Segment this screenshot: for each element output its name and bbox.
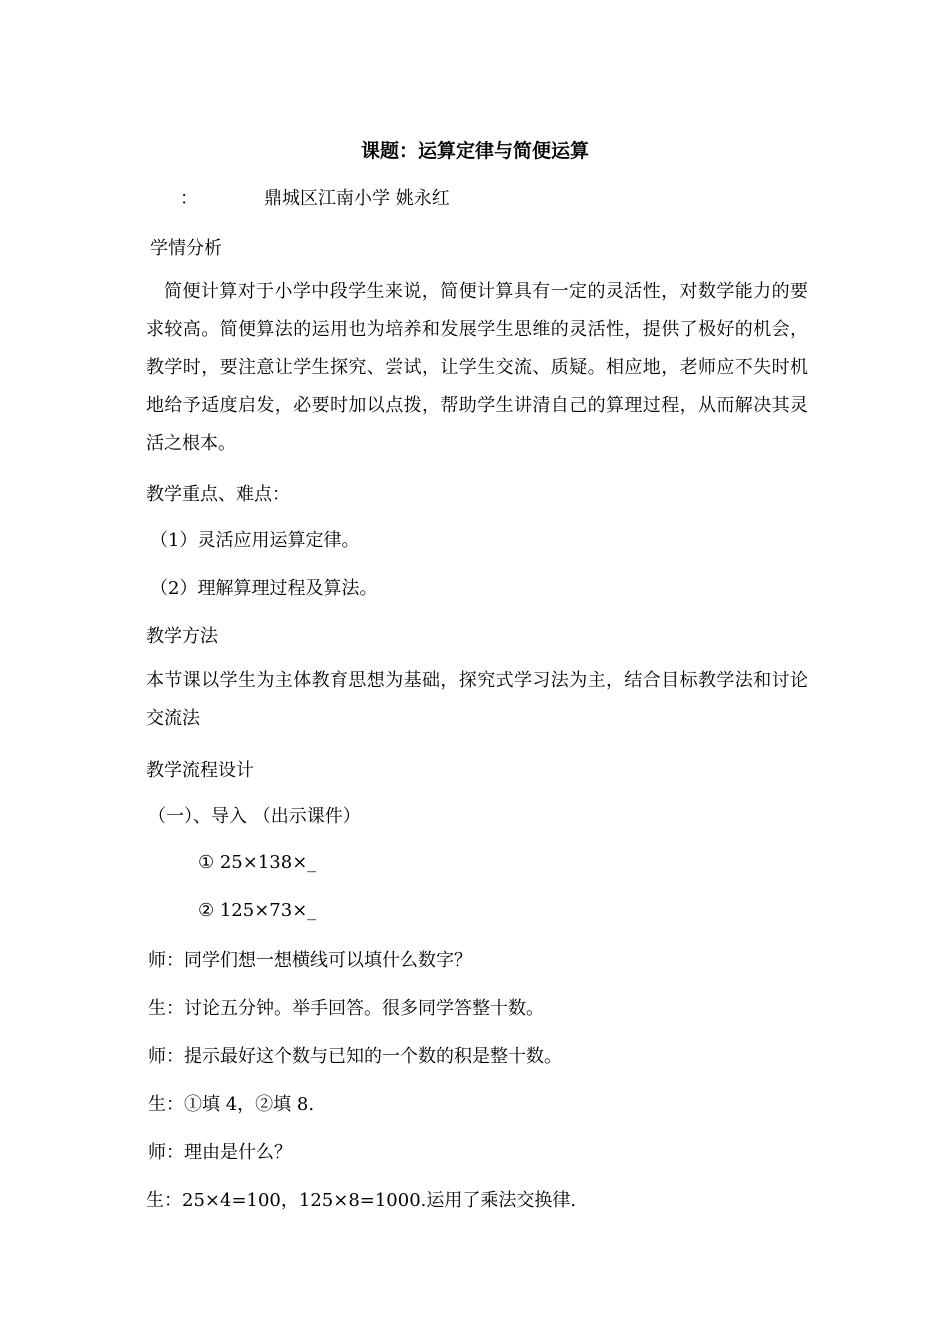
analysis-heading: 学情分析	[150, 238, 222, 259]
key-point-1: （1）灵活应用运算定律。	[150, 530, 360, 551]
dialogue-line-4: 生：①填 4，②填 8.	[148, 1094, 315, 1115]
author-line	[180, 184, 450, 210]
dialogue-line-6: 生：25×4=100，125×8=1000.运用了乘法交换律.	[146, 1190, 577, 1211]
dialogue-line-2: 生：讨论五分钟。举手回答。很多同学答整十数。	[148, 998, 544, 1019]
question-2: ② 125×73×_	[198, 900, 317, 921]
dialogue-line-5: 师：理由是什么？	[148, 1142, 292, 1163]
key-point-2: （2）理解算理过程及算法。	[150, 578, 378, 599]
dialogue-line-1: 师：同学们想一想横线可以填什么数字？	[148, 950, 472, 971]
key-points-heading: 教学重点、难点：	[146, 484, 290, 505]
analysis-paragraph: 简便计算对于小学中段学生来说，简便计算具有一定的灵活性，对数学能力的要求较高。简便算法的运用也为培养和发展学生思维的灵活性，提供了极好的机会，教学时，要注意让学生探究、尝试，让学生交流、质疑。相应地，老师应不失时机地给予适度启发，必要时加以点拨，帮助学生讲清自己的算理过程，从而解决其灵活之根本。	[146, 281, 808, 454]
intro-line: （一）、导入 （出示课件）	[148, 806, 361, 827]
flow-heading: 教学流程设计	[146, 760, 254, 781]
author-colon: ：	[180, 188, 198, 209]
method-paragraph: 本节课以学生为主体教育思想为基础，探究式学习法为主，结合目标教学法和讨论交流法	[146, 670, 808, 729]
question-1: ① 25×138×_	[198, 852, 317, 873]
author-name: 鼎城区江南小学 姚永红	[264, 188, 450, 209]
document-title: 课题：运算定律与简便运算	[360, 140, 589, 162]
method-heading: 教学方法	[146, 626, 218, 647]
dialogue-line-3: 师：提示最好这个数与已知的一个数的积是整十数。	[148, 1046, 562, 1067]
